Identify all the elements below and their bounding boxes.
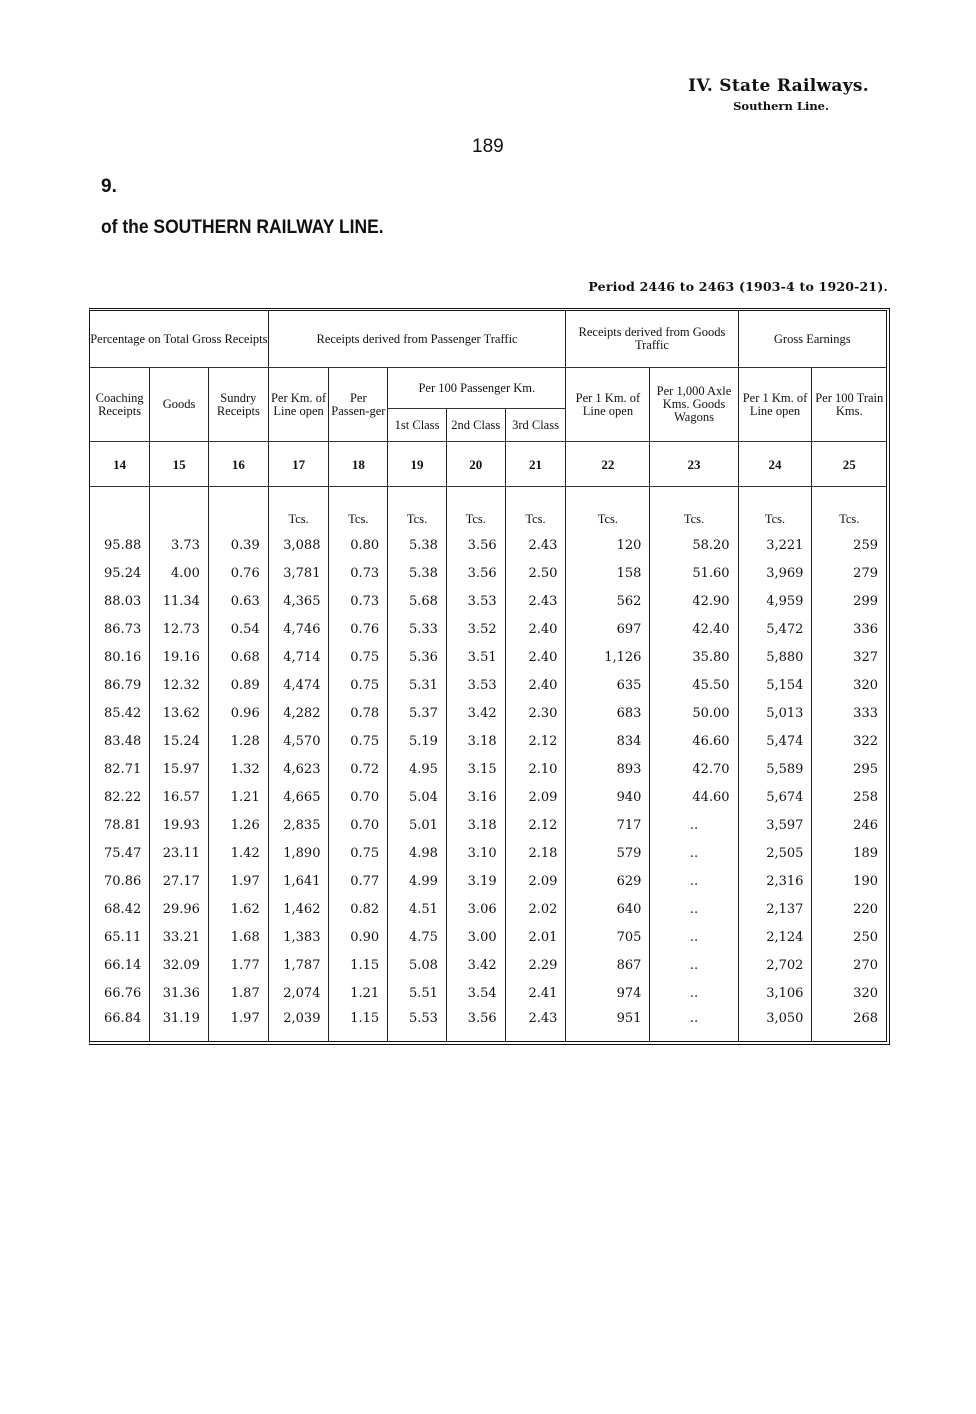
table-cell: 4.99	[388, 867, 447, 895]
table-cell: 635	[566, 671, 650, 699]
table-cell: 44.60	[650, 783, 738, 811]
table-row	[90, 951, 886, 979]
table-row	[90, 671, 886, 699]
table-cell: 2.50	[505, 559, 566, 587]
table-cell: 66.84	[104, 1011, 142, 1026]
col-header-18: Per Passen-ger	[329, 368, 388, 442]
table-cell: 4.98	[388, 839, 447, 867]
table-cell: 3.73	[150, 531, 209, 559]
table-cell: 5,674	[738, 783, 812, 811]
table-cell: 82.71	[104, 761, 142, 777]
column-number: 18	[329, 442, 388, 487]
table-cell: 1.62	[208, 895, 268, 923]
table-cell: 4.51	[388, 895, 447, 923]
table-cell: ..	[650, 839, 738, 867]
table-row	[90, 755, 886, 783]
table-cell: 75.47	[104, 845, 142, 861]
table-cell: 279	[812, 559, 886, 587]
table-cell: 0.75	[329, 671, 388, 699]
table-cell: 3.19	[446, 867, 505, 895]
table-cell: 893	[566, 755, 650, 783]
table-cell: 1.21	[329, 979, 388, 1007]
table-cell: 46.60	[650, 727, 738, 755]
table-cell: 3.00	[446, 923, 505, 951]
table-cell: 5.19	[388, 727, 447, 755]
unit-label: Tcs.	[446, 487, 505, 532]
table-cell: 120	[566, 531, 650, 559]
table-cell: 3.54	[446, 979, 505, 1007]
table-cell: 3,221	[738, 531, 812, 559]
units-row	[90, 487, 886, 532]
table-cell: 15.97	[150, 755, 209, 783]
table-cell: 268	[812, 1007, 886, 1041]
table-cell: 834	[566, 727, 650, 755]
table-cell: 11.34	[150, 587, 209, 615]
table-cell: 158	[566, 559, 650, 587]
table-cell: 220	[812, 895, 886, 923]
table-cell: 0.75	[329, 643, 388, 671]
table-cell: 0.72	[329, 755, 388, 783]
table-cell: 88.03	[104, 593, 142, 609]
table-cell: 0.82	[329, 895, 388, 923]
table-row	[90, 643, 886, 671]
table-cell: 13.62	[150, 699, 209, 727]
unit-label	[208, 487, 268, 532]
table-cell: 320	[812, 671, 886, 699]
running-head	[688, 76, 869, 113]
table-cell: 83.48	[104, 733, 142, 749]
table-cell: 3.51	[446, 643, 505, 671]
table-cell: 45.50	[650, 671, 738, 699]
table-cell: 4,746	[268, 615, 329, 643]
table-cell: 4,282	[268, 699, 329, 727]
table-cell: 5.08	[388, 951, 447, 979]
table-cell: 0.76	[208, 559, 268, 587]
table-cell: 16.57	[150, 783, 209, 811]
table-cell: 1.77	[208, 951, 268, 979]
table-cell: 2.02	[505, 895, 566, 923]
table-cell: 4,570	[268, 727, 329, 755]
table-cell: 2.30	[505, 699, 566, 727]
table-cell: 0.96	[208, 699, 268, 727]
table-cell: 562	[566, 587, 650, 615]
table-cell: 42.90	[650, 587, 738, 615]
section-number: 9.	[101, 176, 117, 197]
table-cell: 629	[566, 867, 650, 895]
table-cell: 0.90	[329, 923, 388, 951]
table-cell: 640	[566, 895, 650, 923]
period-caption: Period 2446 to 2463 (1903-4 to 1920-21).	[588, 279, 888, 294]
unit-label: Tcs.	[505, 487, 566, 532]
table-cell: 5.04	[388, 783, 447, 811]
table-cell: 0.70	[329, 811, 388, 839]
table-cell: 2.40	[505, 671, 566, 699]
table-cell: 5,013	[738, 699, 812, 727]
unit-label	[90, 487, 150, 532]
table-cell: 0.75	[329, 727, 388, 755]
table-cell: 4,959	[738, 587, 812, 615]
col-header-17: Per Km. of Line open	[268, 368, 329, 442]
table-row	[90, 559, 886, 587]
table-cell: 85.42	[104, 705, 142, 721]
page-title: of the SOUTHERN RAILWAY LINE.	[101, 217, 384, 238]
table-row	[90, 895, 886, 923]
col-header-21: 3rd Class	[505, 409, 566, 442]
table-cell: 5.36	[388, 643, 447, 671]
table-cell: 42.70	[650, 755, 738, 783]
table-cell: 5,472	[738, 615, 812, 643]
table-cell: 717	[566, 811, 650, 839]
table-cell: 3.52	[446, 615, 505, 643]
table-cell: 5,474	[738, 727, 812, 755]
table-cell: 1.68	[208, 923, 268, 951]
table-cell: 5.51	[388, 979, 447, 1007]
table-cell: ..	[650, 811, 738, 839]
column-number: 25	[812, 442, 886, 487]
table-cell: 295	[812, 755, 886, 783]
table-cell: 259	[812, 531, 886, 559]
column-number: 20	[446, 442, 505, 487]
col-header-15: Goods	[150, 368, 209, 442]
unit-label: Tcs.	[812, 487, 886, 532]
data-table	[90, 311, 886, 1041]
table-cell: 1.42	[208, 839, 268, 867]
table-cell: 66.76	[104, 985, 142, 1001]
table-cell: 1.97	[208, 1007, 268, 1041]
table-cell: 2,137	[738, 895, 812, 923]
table-cell: 66.14	[104, 957, 142, 973]
table-cell: 1.15	[329, 951, 388, 979]
table-cell: 86.73	[104, 621, 142, 637]
unit-label: Tcs.	[388, 487, 447, 532]
table-cell: 3,088	[268, 531, 329, 559]
table-cell: 68.42	[104, 901, 142, 917]
table-cell: 4,623	[268, 755, 329, 783]
table-cell: 35.80	[650, 643, 738, 671]
table-cell: 1,787	[268, 951, 329, 979]
table-cell: 5.68	[388, 587, 447, 615]
column-number-row	[90, 442, 886, 487]
table-cell: 0.39	[208, 531, 268, 559]
table-cell: 1,890	[268, 839, 329, 867]
table-cell: 31.36	[150, 979, 209, 1007]
table-cell: 15.24	[150, 727, 209, 755]
table-cell: 683	[566, 699, 650, 727]
subgroup-header-per100: Per 100 Passenger Km.	[388, 368, 566, 409]
table-cell: 33.21	[150, 923, 209, 951]
table-cell: ..	[650, 1007, 738, 1041]
col-header-24: Per 1 Km. of Line open	[738, 368, 812, 442]
table-row	[90, 1007, 886, 1041]
earnings-table	[89, 308, 890, 1045]
table-cell: 1.97	[208, 867, 268, 895]
table-cell: 2.09	[505, 783, 566, 811]
table-cell: 940	[566, 783, 650, 811]
table-cell: 1.26	[208, 811, 268, 839]
table-cell: 86.79	[104, 677, 142, 693]
table-cell: 2.12	[505, 727, 566, 755]
column-number: 16	[208, 442, 268, 487]
table-cell: 2.40	[505, 615, 566, 643]
table-cell: 1,641	[268, 867, 329, 895]
table-cell: 70.86	[104, 873, 142, 889]
table-cell: ..	[650, 923, 738, 951]
group-header-passenger: Receipts derived from Passenger Traffic	[268, 311, 566, 368]
table-cell: 4.75	[388, 923, 447, 951]
table-cell: 32.09	[150, 951, 209, 979]
table-cell: 1.21	[208, 783, 268, 811]
table-cell: 705	[566, 923, 650, 951]
table-cell: 4,474	[268, 671, 329, 699]
table-cell: 65.11	[104, 929, 142, 945]
table-cell: 3.42	[446, 699, 505, 727]
col-header-20: 2nd Class	[446, 409, 505, 442]
table-cell: 0.80	[329, 531, 388, 559]
table-cell: ..	[650, 979, 738, 1007]
table-cell: 5.37	[388, 699, 447, 727]
table-cell: 1,383	[268, 923, 329, 951]
group-header-percentage: Percentage on Total Gross Receipts	[90, 311, 268, 368]
table-cell: 3,050	[738, 1007, 812, 1041]
table-cell: 0.78	[329, 699, 388, 727]
table-cell: 2.01	[505, 923, 566, 951]
running-head-subsection: Southern Line.	[733, 99, 829, 113]
table-cell: 5.38	[388, 531, 447, 559]
unit-label: Tcs.	[329, 487, 388, 532]
table-cell: 3.18	[446, 811, 505, 839]
table-cell: 0.89	[208, 671, 268, 699]
table-cell: 250	[812, 923, 886, 951]
table-cell: 3.53	[446, 671, 505, 699]
table-cell: 0.73	[329, 559, 388, 587]
table-cell: 2,039	[268, 1007, 329, 1041]
table-cell: 2.43	[505, 1007, 566, 1041]
table-cell: 189	[812, 839, 886, 867]
unit-label: Tcs.	[738, 487, 812, 532]
table-cell: 2,124	[738, 923, 812, 951]
table-cell: 23.11	[150, 839, 209, 867]
table-cell: 78.81	[104, 817, 142, 833]
table-cell: 0.68	[208, 643, 268, 671]
col-header-16: Sundry Receipts	[208, 368, 268, 442]
table-cell: 51.60	[650, 559, 738, 587]
table-cell: 2,505	[738, 839, 812, 867]
table-cell: 0.54	[208, 615, 268, 643]
table-cell: 4.95	[388, 755, 447, 783]
table-cell: 4,714	[268, 643, 329, 671]
table-cell: 270	[812, 951, 886, 979]
table-cell: 4.00	[150, 559, 209, 587]
table-cell: 5.53	[388, 1007, 447, 1041]
table-cell: 5.38	[388, 559, 447, 587]
table-cell: 3,597	[738, 811, 812, 839]
table-cell: 12.32	[150, 671, 209, 699]
table-cell: 697	[566, 615, 650, 643]
col-header-22: Per 1 Km. of Line open	[566, 368, 650, 442]
table-cell: 4,665	[268, 783, 329, 811]
table-cell: 2.43	[505, 587, 566, 615]
table-cell: 1,462	[268, 895, 329, 923]
table-cell: 5,154	[738, 671, 812, 699]
table-cell: 2.43	[505, 531, 566, 559]
unit-label: Tcs.	[566, 487, 650, 532]
table-cell: 3.18	[446, 727, 505, 755]
table-cell: 95.24	[104, 565, 142, 581]
table-cell: 3.53	[446, 587, 505, 615]
table-cell: 867	[566, 951, 650, 979]
table-cell: 3.56	[446, 559, 505, 587]
table-cell: 320	[812, 979, 886, 1007]
table-cell: 50.00	[650, 699, 738, 727]
table-cell: 2.29	[505, 951, 566, 979]
table-cell: 327	[812, 643, 886, 671]
table-cell: 19.16	[150, 643, 209, 671]
table-cell: 2.09	[505, 867, 566, 895]
table-cell: 2,074	[268, 979, 329, 1007]
table-cell: 3.16	[446, 783, 505, 811]
table-cell: 80.16	[104, 649, 142, 665]
table-cell: 5,880	[738, 643, 812, 671]
table-row	[90, 727, 886, 755]
table-cell: 3,106	[738, 979, 812, 1007]
group-header-gross: Gross Earnings	[738, 311, 886, 368]
table-cell: ..	[650, 951, 738, 979]
col-header-14: Coaching Receipts	[90, 368, 150, 442]
table-cell: 29.96	[150, 895, 209, 923]
table-cell: 579	[566, 839, 650, 867]
table-row	[90, 923, 886, 951]
table-row	[90, 531, 886, 559]
table-cell: 5.31	[388, 671, 447, 699]
table-cell: 1.87	[208, 979, 268, 1007]
table-cell: 2,316	[738, 867, 812, 895]
table-cell: 258	[812, 783, 886, 811]
table-cell: 951	[566, 1007, 650, 1041]
table-cell: 299	[812, 587, 886, 615]
unit-label: Tcs.	[268, 487, 329, 532]
table-cell: 0.75	[329, 839, 388, 867]
running-head-section: IV. State Railways.	[688, 76, 869, 96]
table-cell: 0.77	[329, 867, 388, 895]
table-cell: 2.12	[505, 811, 566, 839]
unit-label	[150, 487, 209, 532]
col-header-19: 1st Class	[388, 409, 447, 442]
table-cell: 336	[812, 615, 886, 643]
table-cell: 2.10	[505, 755, 566, 783]
col-header-25: Per 100 Train Kms.	[812, 368, 886, 442]
table-row	[90, 979, 886, 1007]
table-cell: ..	[650, 895, 738, 923]
table-cell: 2.18	[505, 839, 566, 867]
unit-label: Tcs.	[650, 487, 738, 532]
table-cell: 82.22	[104, 789, 142, 805]
table-cell: 3.56	[446, 531, 505, 559]
table-row	[90, 699, 886, 727]
table-row	[90, 615, 886, 643]
table-cell: 0.70	[329, 783, 388, 811]
table-row	[90, 839, 886, 867]
column-number: 17	[268, 442, 329, 487]
table-cell: 333	[812, 699, 886, 727]
column-number: 15	[150, 442, 209, 487]
table-cell: 1.28	[208, 727, 268, 755]
table-cell: 95.88	[104, 537, 142, 553]
table-cell: 5.33	[388, 615, 447, 643]
table-row	[90, 867, 886, 895]
column-number: 22	[566, 442, 650, 487]
table-cell: 0.76	[329, 615, 388, 643]
table-cell: 1.15	[329, 1007, 388, 1041]
table-cell: 3.15	[446, 755, 505, 783]
table-cell: 42.40	[650, 615, 738, 643]
table-cell: 27.17	[150, 867, 209, 895]
table-cell: 5,589	[738, 755, 812, 783]
column-number: 24	[738, 442, 812, 487]
table-cell: 4,365	[268, 587, 329, 615]
table-cell: 2.41	[505, 979, 566, 1007]
table-cell: 3,781	[268, 559, 329, 587]
table-cell: 19.93	[150, 811, 209, 839]
table-cell: 1,126	[566, 643, 650, 671]
table-cell: 31.19	[150, 1007, 209, 1041]
table-cell: 3.06	[446, 895, 505, 923]
table-cell: 3.56	[446, 1007, 505, 1041]
table-cell: 58.20	[650, 531, 738, 559]
col-header-23: Per 1,000 Axle Kms. Goods Wagons	[650, 368, 738, 442]
table-cell: 5.01	[388, 811, 447, 839]
table-cell: 12.73	[150, 615, 209, 643]
table-cell: 246	[812, 811, 886, 839]
table-cell: 1.32	[208, 755, 268, 783]
page-number: 189	[472, 136, 504, 157]
table-row	[90, 811, 886, 839]
table-cell: ..	[650, 867, 738, 895]
table-cell: 0.63	[208, 587, 268, 615]
table-cell: 190	[812, 867, 886, 895]
table-cell: 3,969	[738, 559, 812, 587]
table-row	[90, 587, 886, 615]
column-number: 19	[388, 442, 447, 487]
column-number: 23	[650, 442, 738, 487]
table-cell: 974	[566, 979, 650, 1007]
column-number: 14	[90, 442, 150, 487]
table-cell: 322	[812, 727, 886, 755]
group-header-goods: Receipts derived from Goods Traffic	[566, 311, 738, 368]
table-cell: 2.40	[505, 643, 566, 671]
table-cell: 3.42	[446, 951, 505, 979]
table-cell: 2,702	[738, 951, 812, 979]
table-row	[90, 783, 886, 811]
table-cell: 0.73	[329, 587, 388, 615]
table-cell: 2,835	[268, 811, 329, 839]
table-cell: 3.10	[446, 839, 505, 867]
column-number: 21	[505, 442, 566, 487]
